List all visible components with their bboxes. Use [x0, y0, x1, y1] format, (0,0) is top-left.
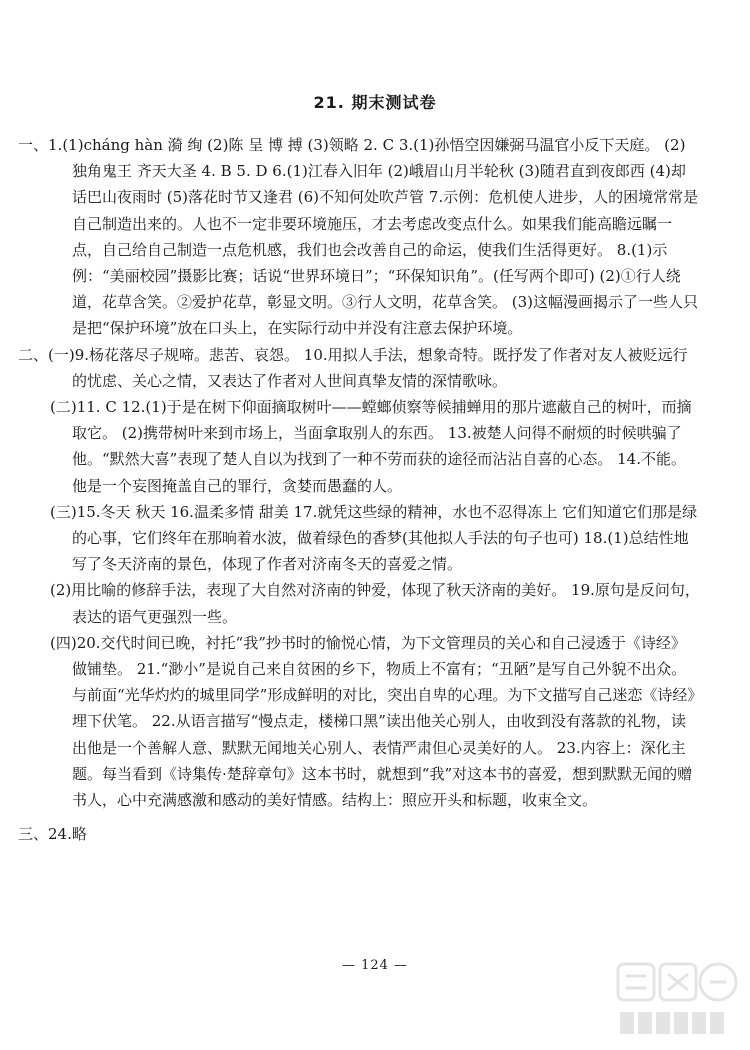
section-3 — [18, 821, 700, 847]
answer-content — [18, 132, 700, 847]
section-label: 二、 — [18, 345, 49, 364]
section-2 — [18, 342, 700, 394]
page-number: — 124 — — [341, 958, 409, 973]
section-label: 三、 — [18, 825, 49, 844]
paragraph-2-2: (二)11. C 12.(1)于是在树下仰面摘取树叶——螳螂侦察等候捕蝉用的那片遮蔽自己的树叶，而摘取它。 (2)携带树叶来到市场上，当面拿取别人的东西。 13.被楚人问得不耐烦的时候哄骗了他。“默然大喜”表现了楚人自以为找到了一种不劳而获的途径而沾沾自喜的心态。 14.不能。他是一个妄图掩盖自己的罪行，贪婪而愚蠢的人。 — [50, 398, 692, 495]
section-label: 一、 — [18, 136, 49, 154]
section-text: 24.略 — [48, 825, 87, 844]
page-title: 21. 期末测试卷 — [313, 93, 437, 112]
section-text: 1.(1)cháng hàn 漪 绚 (2)陈 呈 博 搏 (3)领略 2. C 3.(1)孙悟空因嫌弼马温官小反下天庭。 (2)独角鬼王 齐天大圣 4. B 5. D 6.(1)江春入旧年 (2)峨眉山月半轮秋 (3)随君直到夜郎西 (4)却话巴山夜雨时 (5)落花时节又逢君 (6)不知何处吹芦管 7.示例：危机使人进步，人的困境常常是自己制造出来的。人也不一定非要环境施压，才去考虑改变点什么。如果我们能高瞻远瞩一点，自己给自己制造一点危机感，我们也会改善自己的命运，使我们生活得更好。 8.(1)示例：“美丽校园”摄影比赛；话说“世界环境日”；“环保知识角”。(任写两个即可) (2)①行人绕道，花草含笑。②爱护花草，彰显文明。③行人文明，花草含笑。 (3)这幅漫画揭示了一些人只是把“保护环境”放在口头上，在实际行动中并没有注意去保护环境。 — [48, 136, 699, 338]
paragraph-2-5: (四)20.交代时间已晚，衬托“我”抄书时的愉悦心情，为下文管理员的关心和自己浸透于《诗经》做铺垫。 21.“渺小”是说自己来自贫困的乡下，物质上不富有；“丑陋”是写自己外貌不出众。与前面“光华灼灼的城里同学”形成鲜明的对比，突出自卑的心理。为下文描写自己迷恋《诗经》埋下伏笔。 22.从语言描写“慢点走，楼梯口黑”读出他关心别人，由收到没有落款的礼物，读出他是一个善解人意、默默无闻地关心别人、表情严肃但心灵美好的人。 23.内容上：深化主题。每当看到《诗集传·楚辞章句》这本书时，就想到“我”对这本书的喜爱，想到默默无闻的赠书人，心中充满感激和感动的美好情感。结构上：照应开头和标题，收束全文。 — [50, 633, 695, 810]
section-text: (一)9.杨花落尽子规啼。悲苦、哀怨。 10.用拟人手法，想象奇特。既抒发了作者对友人被贬远行的忧虑、关心之情，又表达了作者对人世间真挚友情的深情歌咏。 — [48, 345, 688, 390]
paragraph-2-4: (2)用比喻的修辞手法，表现了大自然对济南的钟爱，体现了秋天济南的美好。 19.原句是反问句，表达的语气更强烈一些。 — [50, 581, 700, 626]
paragraph-2-3: (三)15.冬天 秋天 16.温柔多情 甜美 17.就凭这些绿的精神，水也不忍得冻上 它们知道它们那是绿的心事，它们终年在那晌着水波，做着绿色的香梦(其他拟人手法的句子也可) 18.(1)总结性地写了冬天济南的景色，体现了作者对济南冬天的喜爱之情。 — [50, 502, 698, 574]
watermark-logo — [614, 958, 742, 1044]
section-1 — [18, 132, 700, 342]
